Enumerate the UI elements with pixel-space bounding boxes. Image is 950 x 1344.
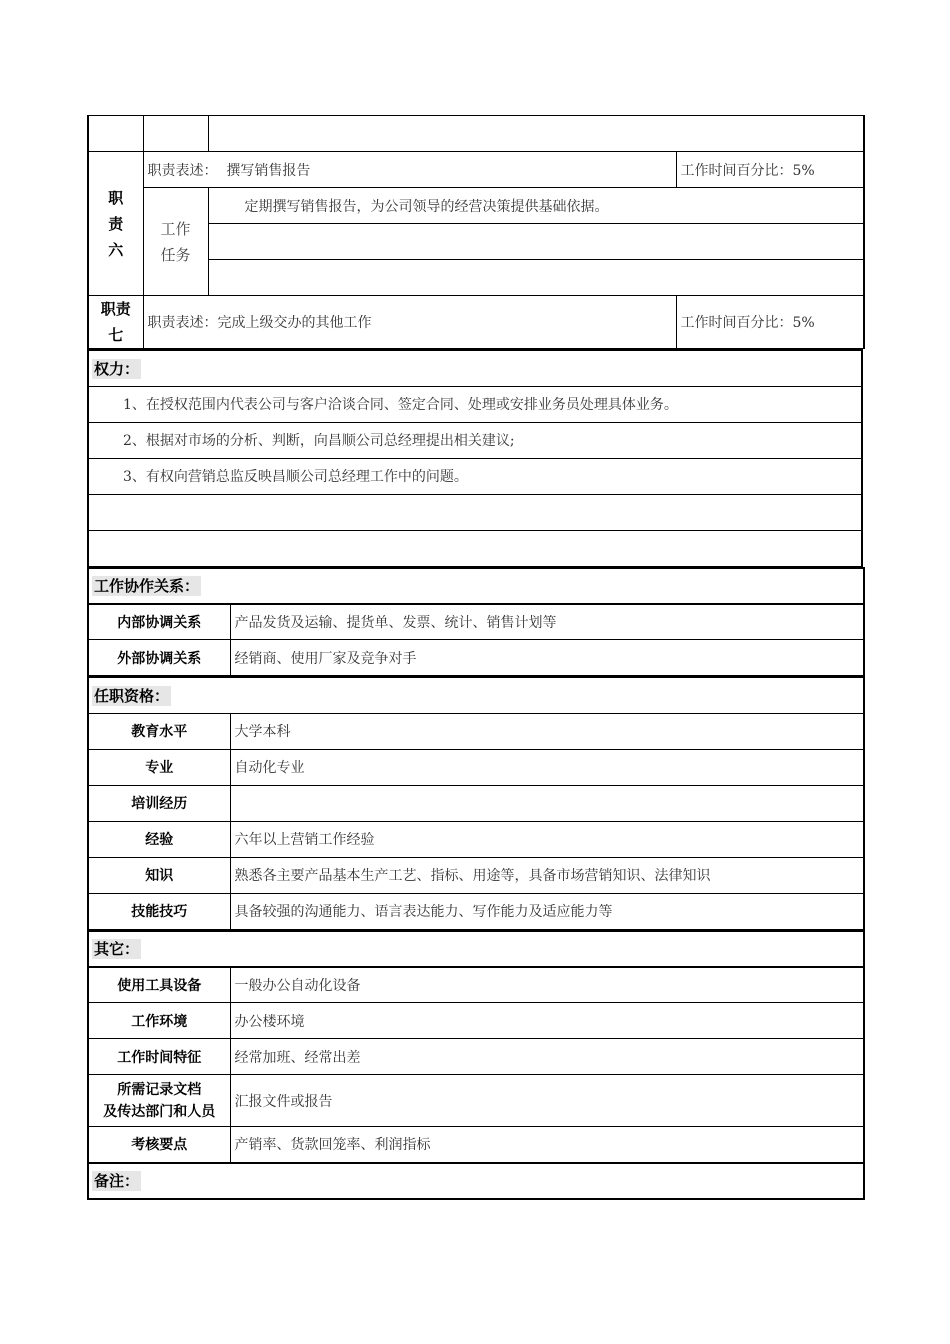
- task-label-line: 工作: [160, 219, 191, 238]
- authority-item-row: [88, 458, 862, 494]
- authority-item-row: [88, 386, 862, 422]
- duty6-task-2: [208, 224, 864, 260]
- other-label: 使用工具设备: [88, 967, 230, 1003]
- other-label: 工作环境: [88, 1003, 230, 1039]
- qualification-label: 培训经历: [88, 785, 230, 821]
- duty7-pct-value: 5%: [792, 315, 815, 331]
- other-table: [87, 930, 865, 1200]
- cooperation-title: [88, 568, 864, 604]
- qualification-value: 自动化专业: [230, 749, 864, 785]
- cooperation-row: [88, 604, 864, 640]
- qualification-title: [88, 677, 864, 713]
- duty7-label: [88, 296, 143, 349]
- authority-title: [88, 350, 862, 386]
- other-value: 产销率、货款回笼率、利润指标: [230, 1127, 864, 1163]
- other-row: [88, 967, 864, 1003]
- empty-cell: [88, 494, 862, 530]
- qualification-table: [87, 676, 865, 930]
- remarks-title-text: 备注：: [94, 1172, 140, 1190]
- authority-item-row: [88, 422, 862, 458]
- duty6-percentage: [676, 152, 864, 188]
- qualification-value: [230, 785, 864, 821]
- duty7-label-line: 七: [108, 326, 124, 344]
- duty7-description: 职责表述：完成上级交办的其他工作: [143, 296, 676, 349]
- authority-empty-row: [88, 494, 862, 530]
- duty6-label: [88, 152, 143, 296]
- cooperation-value: 产品发货及运输、提货单、发票、统计、销售计划等: [230, 604, 864, 640]
- cooperation-header-row: [88, 568, 864, 604]
- duty6-pct-value: 5%: [792, 162, 815, 179]
- other-label-line: 及传达部门和人员: [103, 1103, 216, 1120]
- duty6-desc-row: [88, 152, 864, 188]
- authority-item-3: 3、有权向营销总监反映昌顺公司总经理工作中的问题。: [88, 458, 862, 494]
- duty6-label-char: 责: [108, 214, 124, 233]
- other-value: 经常加班、经常出差: [230, 1039, 864, 1075]
- qualification-value: 六年以上营销工作经验: [230, 821, 864, 857]
- qualification-label: 技能技巧: [88, 893, 230, 929]
- empty-cell: [88, 530, 862, 566]
- authority-header-row: [88, 350, 862, 386]
- other-label: 工作时间特征: [88, 1039, 230, 1075]
- duty7-row: [88, 296, 864, 349]
- remarks-title: [88, 1163, 864, 1199]
- other-label-line: 所需记录文档: [117, 1081, 202, 1098]
- other-title: [88, 931, 864, 967]
- other-header-row: [88, 931, 864, 967]
- authority-empty-row: [88, 530, 862, 566]
- duty6-pct-label: 工作时间百分比：: [680, 162, 793, 179]
- duty7-label-line: 职责: [100, 300, 131, 318]
- other-row: [88, 1127, 864, 1163]
- qualification-label: 专业: [88, 749, 230, 785]
- authority-title-text: 权力：: [94, 359, 140, 378]
- qualification-title-text: 任职资格：: [94, 686, 170, 705]
- authority-table: [87, 349, 863, 567]
- duty6-task-3: [208, 260, 864, 296]
- other-row: [88, 1075, 864, 1127]
- duties-table: [87, 115, 865, 349]
- cooperation-title-text: 工作协作关系：: [94, 577, 200, 595]
- cooperation-label: 内部协调关系: [88, 604, 230, 640]
- authority-item-2: 2、根据对市场的分析、判断，向昌顺公司总经理提出相关建议;: [88, 422, 862, 458]
- other-title-text: 其它：: [94, 940, 140, 958]
- empty-cell: [143, 116, 208, 152]
- duty6-label-char: 六: [108, 240, 124, 259]
- other-value: 一般办公自动化设备: [230, 967, 864, 1003]
- cooperation-row: [88, 640, 864, 676]
- duty6-desc-text: 撰写销售报告: [226, 162, 311, 179]
- qualification-header-row: [88, 677, 864, 713]
- duty7-pct-label: 工作时间百分比：: [680, 315, 793, 331]
- cooperation-table: [87, 567, 865, 677]
- qualification-label: 经验: [88, 821, 230, 857]
- qualification-value: 具备较强的沟通能力、语言表达能力、写作能力及适应能力等: [230, 893, 864, 929]
- authority-item-1: 1、在授权范围内代表公司与客户洽谈合同、签定合同、处理或安排业务员处理具体业务。: [88, 386, 862, 422]
- empty-top-row: [88, 116, 864, 152]
- other-label: [88, 1075, 230, 1127]
- duty7-percentage: [676, 296, 864, 349]
- empty-cell: [208, 116, 864, 152]
- qualification-value: 大学本科: [230, 713, 864, 749]
- duty6-task-row: [88, 188, 864, 224]
- qualification-row: [88, 713, 864, 749]
- job-description-page: [87, 115, 863, 1200]
- duty6-desc-prefix: 职责表述：: [147, 162, 218, 179]
- qualification-row: [88, 893, 864, 929]
- qualification-value: 熟悉各主要产品基本生产工艺、指标、用途等，具备市场营销知识、法律知识: [230, 857, 864, 893]
- duty6-label-char: 职: [108, 188, 124, 207]
- other-label: 考核要点: [88, 1127, 230, 1163]
- other-value: 汇报文件或报告: [230, 1075, 864, 1127]
- other-value: 办公楼环境: [230, 1003, 864, 1039]
- qualification-label: 教育水平: [88, 713, 230, 749]
- qualification-label: 知识: [88, 857, 230, 893]
- duty6-description: [143, 152, 676, 188]
- qualification-row: [88, 749, 864, 785]
- qualification-row: [88, 821, 864, 857]
- qualification-row: [88, 857, 864, 893]
- duty6-task-label: [143, 188, 208, 296]
- other-row: [88, 1039, 864, 1075]
- remarks-row: [88, 1163, 864, 1199]
- cooperation-value: 经销商、使用厂家及竞争对手: [230, 640, 864, 676]
- empty-cell: [88, 116, 143, 152]
- cooperation-label: 外部协调关系: [88, 640, 230, 676]
- qualification-row: [88, 785, 864, 821]
- task-label-line: 任务: [160, 245, 191, 264]
- other-row: [88, 1003, 864, 1039]
- duty6-task-1: 定期撰写销售报告，为公司领导的经营决策提供基础依据。: [208, 188, 864, 224]
